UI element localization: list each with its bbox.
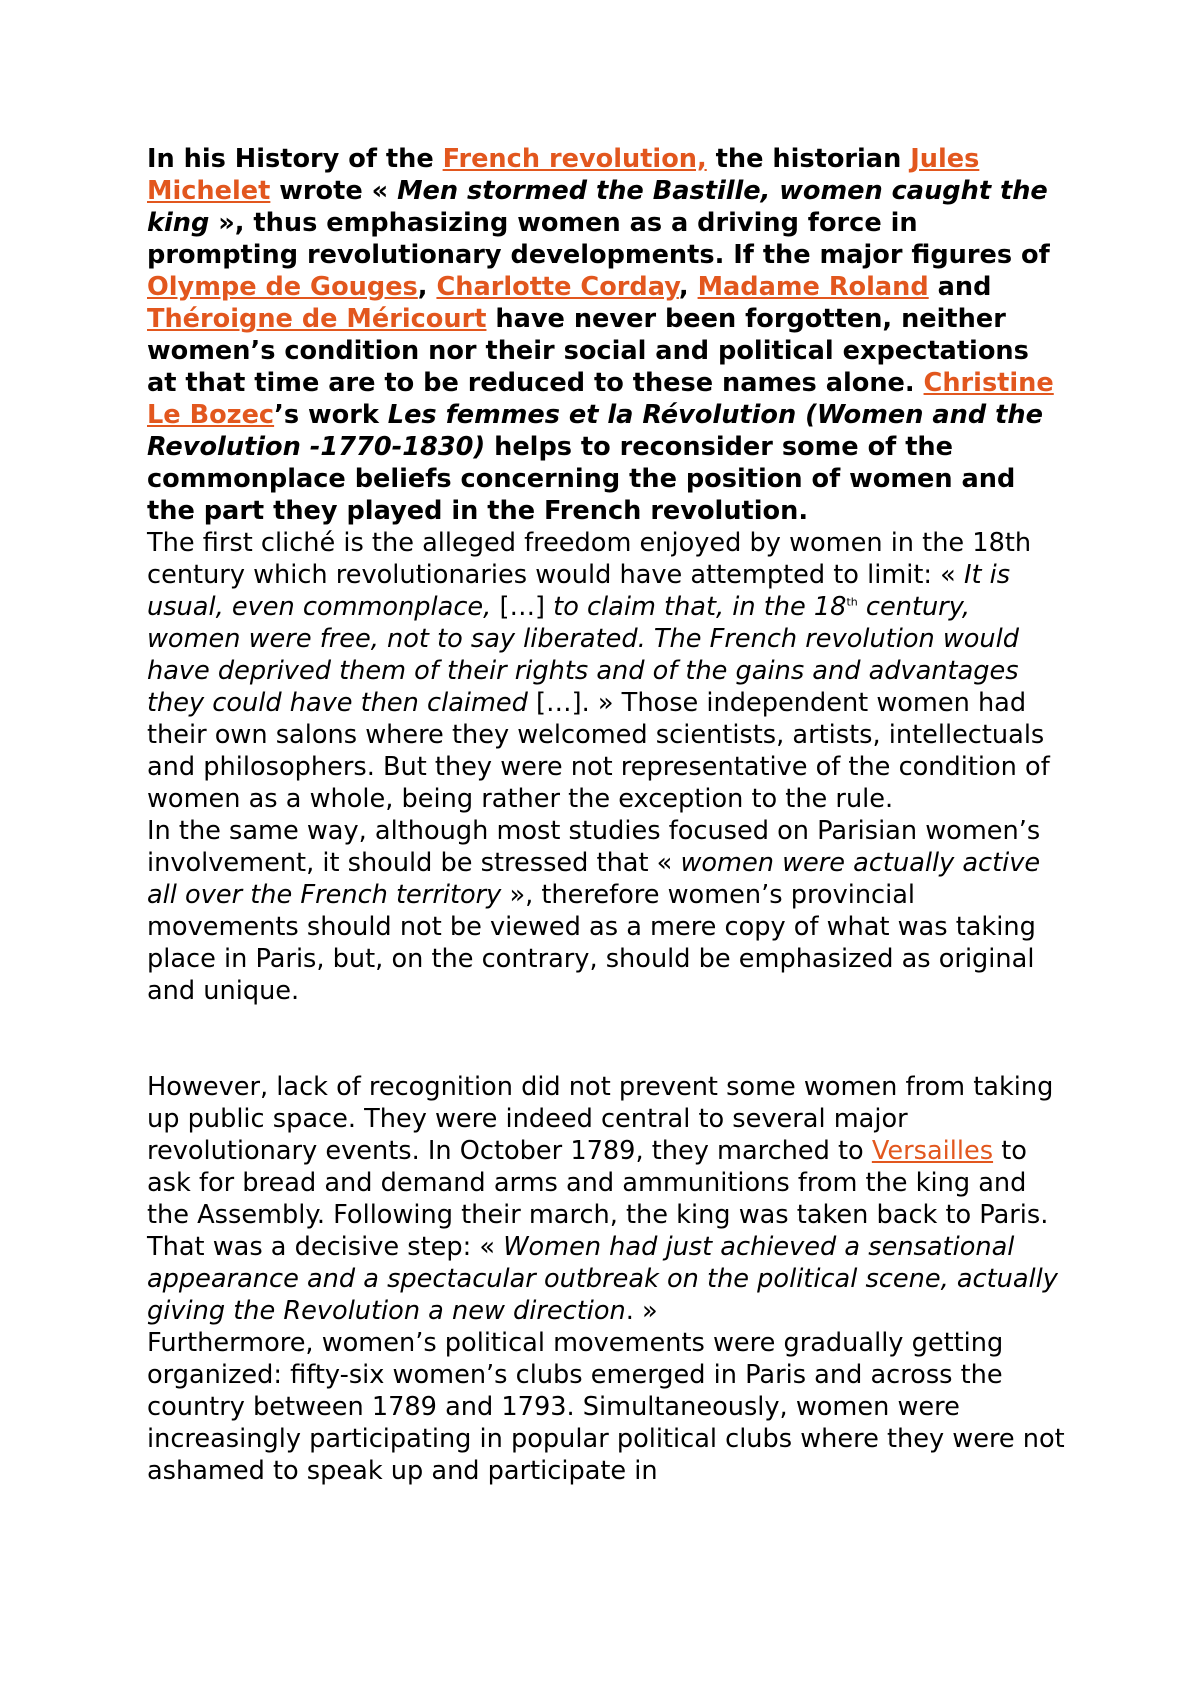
michelet-quote: Men stormed the Bastille, women caught the king	[147, 176, 1048, 238]
intro-text: the historian	[706, 144, 911, 174]
paragraph-first-cliche	[147, 527, 1067, 815]
paragraph-provincial	[147, 815, 1067, 1007]
paragraph-public-space	[147, 1071, 1067, 1327]
quote-text: to claim that, in the 18	[553, 592, 847, 622]
body-text: . »	[625, 1296, 658, 1326]
body-text: », therefore women’s provincial movements should not be viewed as a mere copy of what was taking place in Paris, but, on the contrary, should be emphasized as original and unique.	[147, 880, 1036, 1006]
body-text: In the same way, although most studies focused on Parisian women’s involvement, it should be stressed that «	[147, 816, 1041, 878]
link-versailles[interactable]: Versailles	[871, 1136, 994, 1166]
intro-text: helps to reconsider some of the commonplace beliefs concerning the position of women and the part they played in the French revolution.	[147, 432, 1016, 526]
link-madame-roland[interactable]: Madame Roland	[697, 272, 929, 302]
link-olympe-de-gouges[interactable]: Olympe de Gouges	[147, 272, 418, 302]
body-text: Furthermore, women’s political movements were gradually getting organized: fifty-six women’s clubs emerged in Paris and across the country between 1789 and 1793. Simultaneously, women were increasingly participating in popular political clubs where they were not ashamed to speak up and participate in	[147, 1328, 1065, 1486]
intro-text: and	[928, 272, 992, 302]
body-text: […]	[499, 592, 554, 622]
body-text: to ask for bread and demand arms and ammunitions from the king and the Assembly. Following their march, the king was taken back to Paris. That was a decisive step: «	[147, 1136, 1049, 1262]
link-theroigne-de-mericourt[interactable]: Théroigne de Méricourt	[147, 304, 487, 334]
quote-text: Women had just achieved a sensational appearance and a spectacular outbreak on the political scene, actually giving the Revolution a new direction	[147, 1232, 1058, 1326]
link-christine-le-bozec[interactable]: Christine Le Bozec	[147, 368, 1054, 430]
intro-paragraph	[147, 143, 1067, 527]
paragraph-gap	[147, 1007, 1067, 1071]
intro-text: ’s work	[274, 400, 388, 430]
link-french-revolution[interactable]: French revolution,	[442, 144, 707, 174]
book-title: Les femmes et la Révolution (Women and the Revolution -1770-1830)	[147, 400, 1043, 462]
intro-text: wrote «	[270, 176, 398, 206]
intro-text: ,	[417, 272, 437, 302]
link-jules-michelet[interactable]: Jules Michelet	[147, 144, 980, 206]
quote-text: women were actually active all over the French territory	[147, 848, 1041, 910]
body-text: […]. » Those independent women had their own salons where they welcomed scientists, artists, intellectuals and philosophers. But they were not representative of the condition of women as a whole, being rather the exception to the rule.	[147, 688, 1050, 814]
paragraph-clubs	[147, 1327, 1067, 1487]
superscript-th: th	[846, 595, 858, 609]
quote-text: It is usual, even commonplace,	[147, 560, 1011, 622]
body-text: The first cliché is the alleged freedom enjoyed by women in the 18th century which revolutionaries would have attempted to limit: «	[147, 528, 1032, 590]
document-body	[147, 143, 1067, 1487]
intro-text: », thus emphasizing women as a driving force in prompting revolutionary developments. If the major figures of	[147, 208, 1050, 270]
quote-text: century, women were free, not to say liberated. The French revolution would have deprived them of their rights and of the gains and advantages they could have then claimed	[147, 592, 1020, 718]
intro-text: have never been forgotten, neither women’s condition nor their social and political expectations at that time are to be reduced to these names alone.	[147, 304, 1029, 398]
intro-text: ,	[678, 272, 698, 302]
intro-text: In his History of the	[147, 144, 443, 174]
link-charlotte-corday[interactable]: Charlotte Corday	[436, 272, 679, 302]
body-text: However, lack of recognition did not prevent some women from taking up public space. They were indeed central to several major revolutionary events. In October 1789, they marched to	[147, 1072, 1054, 1166]
